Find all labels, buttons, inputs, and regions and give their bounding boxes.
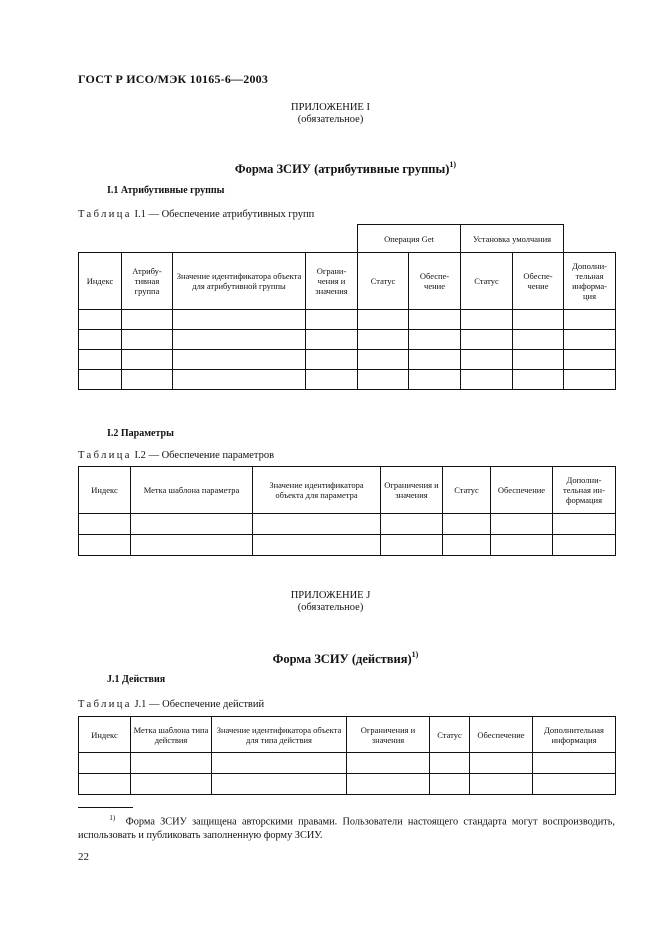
section-i1-heading: I.1 Атрибутивные группы — [107, 185, 225, 196]
caption-text: I.1 — Обеспечение атрибутивных групп — [131, 209, 315, 220]
table-i1-caption — [78, 209, 314, 220]
table-row — [79, 514, 616, 535]
footnote-ref: 1) — [411, 650, 419, 659]
appendix-j-title: ПРИЛОЖЕНИЕ J — [290, 590, 371, 601]
header-cell: Статус — [430, 717, 470, 753]
form-title-attribute-groups — [0, 160, 661, 177]
document-header: ГОСТ Р ИСО/МЭК 10165-6—2003 — [78, 72, 269, 86]
footnote — [78, 811, 615, 843]
header-cell: Атрибу-тивная группа — [122, 253, 173, 310]
table-header-row — [79, 717, 616, 753]
table-i2-caption — [78, 450, 274, 461]
table-header-row — [79, 467, 616, 514]
header-cell: Дополни-тельная ин-формация — [553, 467, 616, 514]
header-cell: Значение идентификатора объекта для атрибутивной группы — [173, 253, 306, 310]
header-cell: Значение идентификатора объекта для параметра — [253, 467, 381, 514]
caption-label: Таблица — [78, 699, 132, 710]
table-row — [79, 774, 616, 795]
table-row — [79, 753, 616, 774]
footnote-divider — [78, 807, 133, 808]
appendix-i-heading — [0, 102, 661, 126]
header-cell: Дополнительная информация — [533, 717, 616, 753]
form-title-actions — [0, 650, 661, 667]
header-cell: Обеспечение — [470, 717, 533, 753]
header-cell: Ограни-чения и значения — [306, 253, 358, 310]
table-row — [79, 310, 616, 330]
table-header-group-row — [79, 225, 616, 253]
header-cell: Индекс — [79, 717, 131, 753]
form-title-text: Форма ЗСИУ (действия) — [272, 652, 412, 666]
table-i2 — [78, 466, 616, 556]
header-group-get: Операция Get — [358, 225, 461, 253]
footnote-text: Форма ЗСИУ защищена авторскими правами. Пользователи настоящего стандарта могут воспроизводить, использовать и публиковать заполненную форму ЗСИУ. — [78, 816, 615, 842]
table-row — [79, 370, 616, 390]
table-row — [79, 350, 616, 370]
caption-label: Таблица — [78, 450, 132, 461]
header-cell: Индекс — [79, 253, 122, 310]
table-j1 — [78, 716, 616, 795]
section-j1-heading: J.1 Действия — [107, 674, 166, 685]
footnote-marker: 1) — [109, 814, 116, 822]
header-cell: Метка шаблона типа действия — [131, 717, 212, 753]
header-cell: Метка шаблона параметра — [131, 467, 253, 514]
appendix-j-heading — [0, 590, 661, 614]
header-cell: Статус — [443, 467, 491, 514]
appendix-j-subtitle: (обязательное) — [297, 602, 364, 613]
form-title-text: Форма ЗСИУ (атрибутивные группы) — [234, 162, 450, 176]
table-row — [79, 330, 616, 350]
footnote-ref: 1) — [449, 160, 457, 169]
header-cell: Дополни-тельная информа-ция — [564, 253, 616, 310]
caption-label: Таблица — [78, 209, 132, 220]
caption-text: I.2 — Обеспечение параметров — [131, 450, 275, 461]
page-number: 22 — [78, 851, 89, 863]
header-cell: Ограничения и значения — [347, 717, 430, 753]
table-i1 — [78, 224, 616, 390]
header-cell: Статус — [461, 253, 513, 310]
section-i2-heading: I.2 Параметры — [107, 428, 174, 439]
appendix-i-subtitle: (обязательное) — [297, 114, 364, 125]
appendix-i-title: ПРИЛОЖЕНИЕ I — [291, 102, 370, 113]
header-cell: Обеспечение — [491, 467, 553, 514]
header-cell: Статус — [358, 253, 409, 310]
header-cell: Обеспе-чение — [513, 253, 564, 310]
header-cell: Индекс — [79, 467, 131, 514]
header-cell: Обеспе-чение — [409, 253, 461, 310]
table-j1-caption — [78, 699, 264, 710]
caption-text: J.1 — Обеспечение действий — [131, 699, 265, 710]
header-cell: Ограничения и значения — [381, 467, 443, 514]
header-group-default: Установка умолчания — [461, 225, 564, 253]
header-cell: Значение идентификатора объекта для типа действия — [212, 717, 347, 753]
table-row — [79, 535, 616, 556]
table-header-row — [79, 253, 616, 310]
